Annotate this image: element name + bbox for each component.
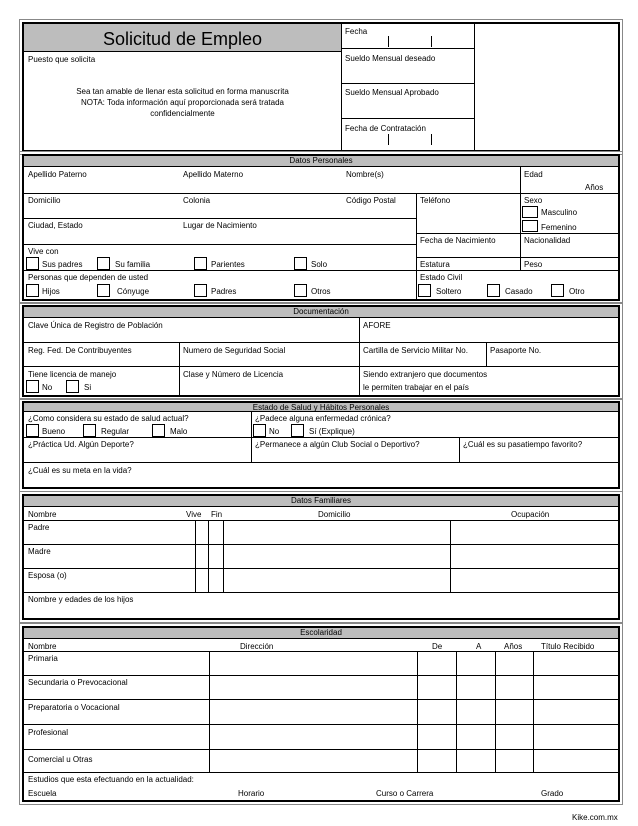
cronica-no-checkbox[interactable] (253, 424, 266, 437)
ciudad-label: Ciudad, Estado (28, 221, 83, 230)
padres-checkbox[interactable] (194, 284, 207, 297)
nombres-label: Nombre(s) (346, 170, 384, 179)
sus-padres-label: Sus padres (42, 260, 83, 269)
otro-label: Otro (569, 287, 585, 296)
footer-watermark: Kike.com.mx (572, 813, 618, 822)
edad-label: Edad (524, 170, 543, 179)
licencia-label: Tiene licencia de manejo (28, 370, 117, 379)
fam-hijos-label: Nombre y edades de los hijos (28, 595, 134, 604)
solo-label: Solo (311, 260, 328, 269)
regular-checkbox[interactable] (83, 424, 96, 437)
otro-checkbox[interactable] (551, 284, 564, 297)
cartilla-label: Cartilla de Servicio Militar No. (363, 346, 468, 355)
licencia-no-checkbox[interactable] (26, 380, 39, 393)
casado-label: Casado (505, 287, 533, 296)
pasaporte-label: Pasaporte No. (490, 346, 542, 355)
esc-profesional-label: Profesional (28, 728, 69, 737)
note-line-2: NOTA: Toda información aquí proporcionada será tratada (81, 98, 284, 107)
anos-label: Años (585, 183, 604, 192)
sexo-label: Sexo (524, 196, 543, 205)
codigo-postal-label: Código Postal (346, 196, 396, 205)
pasatiempo-question: ¿Cuál es su pasatiempo favorito? (463, 440, 583, 449)
hijos-label: Hijos (42, 287, 60, 296)
apellido-materno-label: Apellido Materno (183, 170, 244, 179)
fecha-label: Fecha (345, 27, 368, 36)
cronica-question: ¿Padece alguna enfermedad crónica? (255, 414, 391, 423)
vive-con-label: Vive con (28, 247, 59, 256)
masculino-label: Masculino (541, 208, 578, 217)
licencia-no-label: No (42, 383, 53, 392)
hijos-checkbox[interactable] (26, 284, 39, 297)
esc-direccion-header: Dirección (240, 642, 274, 651)
telefono-label: Teléfono (420, 196, 451, 205)
casado-checkbox[interactable] (487, 284, 500, 297)
otros-label: Otros (311, 287, 331, 296)
fam-domicilio-header: Domicilio (318, 510, 351, 519)
escolaridad-title: Escolaridad (24, 628, 618, 639)
malo-checkbox[interactable] (152, 424, 165, 437)
esc-preparatoria-label: Preparatoria o Vocacional (28, 703, 120, 712)
personales-title: Datos Personales (24, 156, 618, 167)
nacionalidad-label: Nacionalidad (524, 236, 571, 245)
puesto-label: Puesto que solicita (28, 55, 96, 64)
salud-title: Estado de Salud y Hábitos Personales (24, 403, 618, 412)
parientes-checkbox[interactable] (194, 257, 207, 270)
cronica-si-label: Sí (Explique) (309, 427, 355, 436)
fam-vive-header: Vive (186, 510, 202, 519)
su-familia-label: Su familia (115, 260, 151, 269)
extranjero-line-1: Siendo extranjero que documentos (363, 370, 488, 379)
estado-civil-label: Estado Civil (420, 273, 463, 282)
rfc-label: Reg. Fed. De Contribuyentes (28, 346, 132, 355)
esc-secundaria-label: Secundaria o Prevocacional (28, 678, 128, 687)
soltero-checkbox[interactable] (418, 284, 431, 297)
cronica-no-label: No (269, 427, 280, 436)
salud-question: ¿Como considera su estado de salud actual? (28, 414, 189, 423)
clase-licencia-label: Clase y Número de Licencia (183, 370, 284, 379)
peso-label: Peso (524, 260, 543, 269)
sueldo-aprobado-label: Sueldo Mensual Aprobado (345, 88, 439, 97)
estatura-label: Estatura (420, 260, 450, 269)
fam-fin-header: Fin (211, 510, 223, 519)
domicilio-label: Domicilio (28, 196, 61, 205)
fecha-nacimiento-label: Fecha de Nacimiento (420, 236, 496, 245)
padres-label: Padres (211, 287, 237, 296)
su-familia-checkbox[interactable] (97, 257, 110, 270)
note-line-3: confidencialmente (150, 109, 215, 118)
meta-question: ¿Cuál es su meta en la vida? (28, 466, 132, 475)
esc-escuela-label: Escuela (28, 789, 57, 798)
esc-de-header: De (432, 642, 443, 651)
soltero-label: Soltero (436, 287, 462, 296)
masculino-checkbox[interactable] (522, 206, 538, 218)
esc-anos-header: Años (504, 642, 523, 651)
fecha-contratacion-label: Fecha de Contratación (345, 124, 426, 133)
fam-nombre-header: Nombre (28, 510, 57, 519)
solo-checkbox[interactable] (294, 257, 307, 270)
regular-label: Regular (101, 427, 130, 436)
club-question: ¿Permanece a algún Club Social o Deportivo? (255, 440, 420, 449)
note-line-1: Sea tan amable de llenar esta solicitud en forma manuscrita (76, 87, 289, 96)
form-title: Solicitud de Empleo (102, 29, 263, 49)
esc-titulo-header: Título Recibido (541, 642, 595, 651)
conyuge-checkbox[interactable] (97, 284, 110, 297)
fam-esposa-label: Esposa (o) (28, 571, 67, 580)
licencia-si-label: Si (84, 383, 92, 392)
sueldo-deseado-label: Sueldo Mensual deseado (345, 54, 436, 63)
licencia-si-checkbox[interactable] (66, 380, 79, 393)
esc-primaria-label: Primaria (28, 654, 58, 663)
fam-ocupacion-header: Ocupación (511, 510, 550, 519)
esc-nombre-header: Nombre (28, 642, 57, 651)
esc-actualidad-label: Estudios que esta efectuando en la actualidad: (28, 775, 194, 784)
bueno-label: Bueno (42, 427, 66, 436)
esc-horario-label: Horario (238, 789, 265, 798)
fam-madre-label: Madre (28, 547, 51, 556)
dependen-label: Personas que dependen de usted (28, 273, 149, 282)
esc-curso-label: Curso o Carrera (376, 789, 434, 798)
documentacion-title: Documentación (24, 307, 618, 318)
esc-grado-label: Grado (541, 789, 564, 798)
afore-label: AFORE (363, 321, 391, 330)
otros-checkbox[interactable] (294, 284, 307, 297)
malo-label: Malo (170, 427, 188, 436)
conyuge-label: Cónyuge (117, 287, 150, 296)
deporte-question: ¿Práctica Ud. Algún Deporte? (28, 440, 134, 449)
esc-comercial-label: Comercial u Otras (28, 755, 93, 764)
sus-padres-checkbox[interactable] (26, 257, 39, 270)
lugar-nacimiento-label: Lugar de Nacimiento (183, 221, 257, 230)
curp-label: Clave Única de Registro de Población (28, 321, 163, 330)
fam-padre-label: Padre (28, 523, 50, 532)
bueno-checkbox[interactable] (26, 424, 39, 437)
cronica-si-checkbox[interactable] (291, 424, 304, 437)
familiares-title: Datos Familiares (24, 496, 618, 507)
colonia-label: Colonia (183, 196, 211, 205)
extranjero-line-2: le permiten trabajar en el país (363, 383, 469, 392)
femenino-checkbox[interactable] (522, 220, 538, 232)
parientes-label: Parientes (211, 260, 245, 269)
apellido-paterno-label: Apellido Paterno (28, 170, 87, 179)
esc-a-header: A (476, 642, 482, 651)
femenino-label: Femenino (541, 223, 577, 232)
nss-label: Numero de Seguridad Social (183, 346, 286, 355)
